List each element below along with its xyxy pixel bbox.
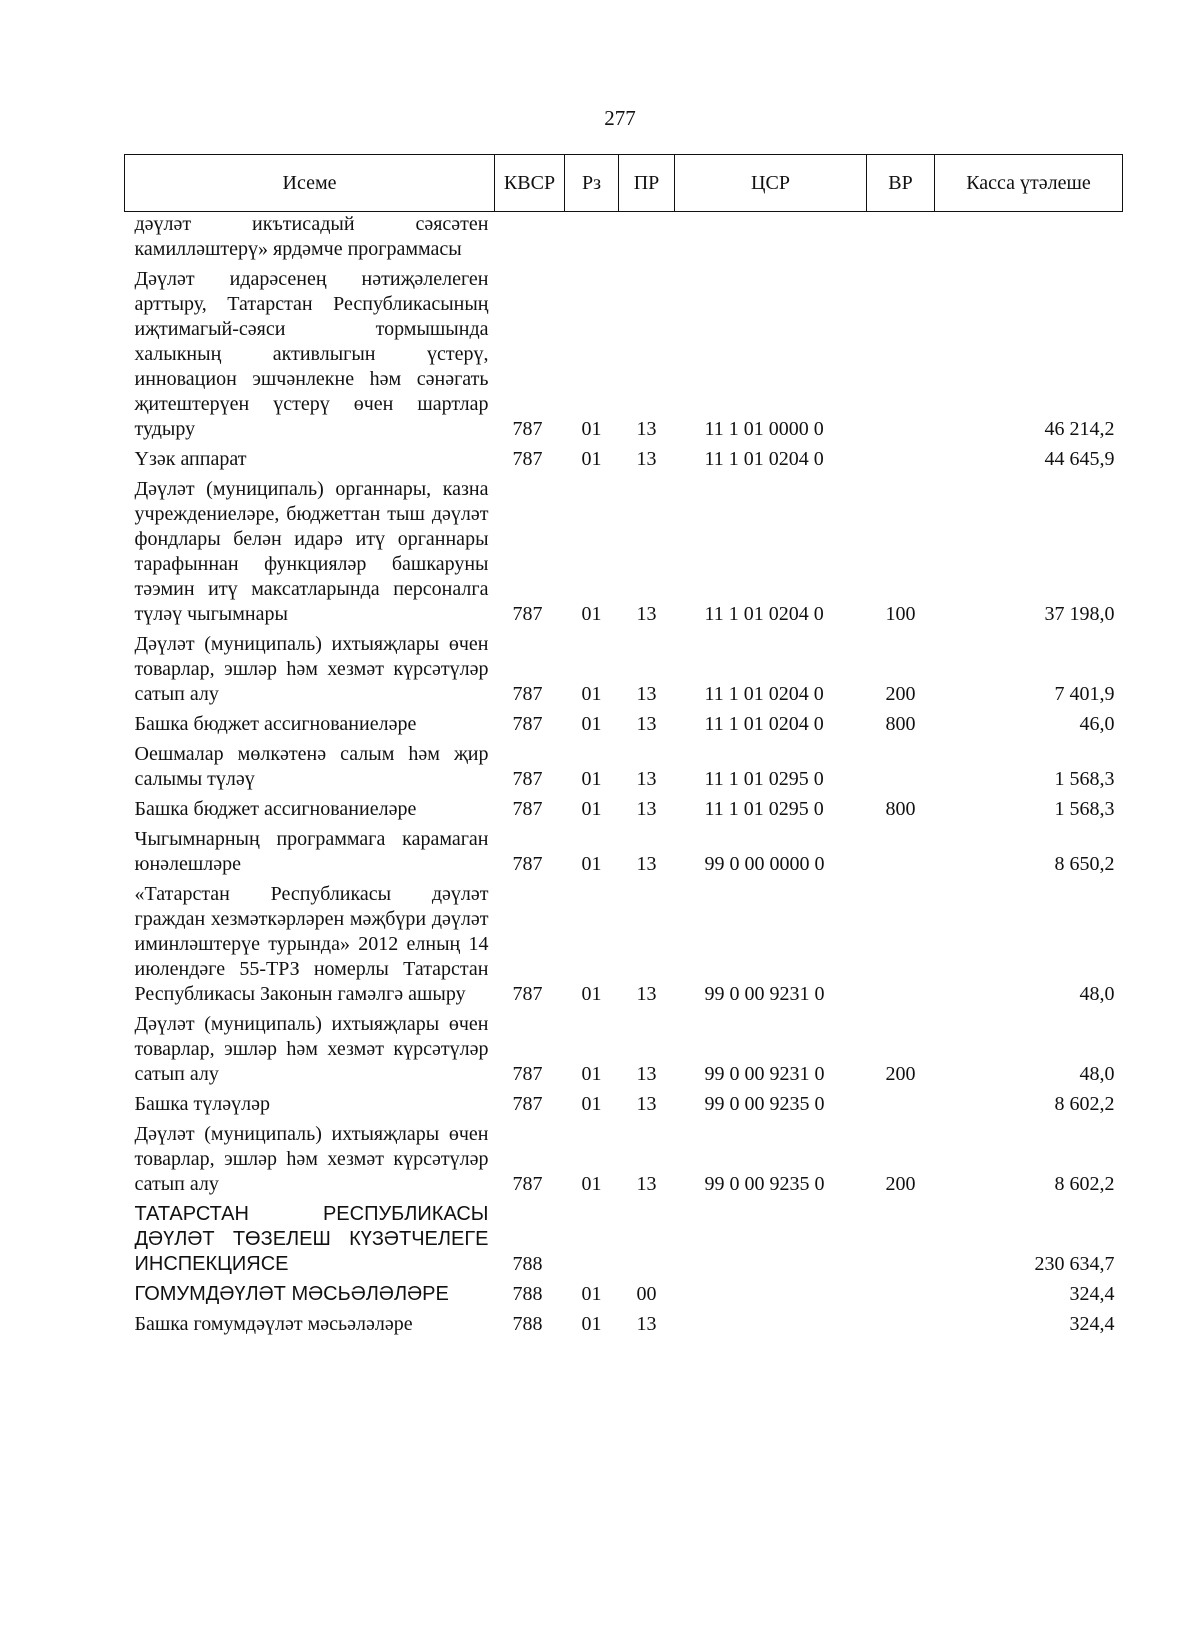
header-name: Исеме — [125, 155, 495, 212]
cell-sum: 46,0 — [1079, 713, 1115, 735]
cell-name: Дәүләт (муниципаль) органнары, казна учреждениеләре, бюджеттан тыш дәүләт фондлары белән идарә итү органнары тарафыннан функцияләр башкаруны тәэмин итү максатларында персоналга түләү чыгымнары — [134, 478, 489, 625]
table-row — [125, 1197, 1123, 1277]
cell-pr: 13 — [636, 1313, 657, 1335]
header-kvsr: КВСР — [495, 155, 565, 212]
cell-sum: 44 645,9 — [1044, 448, 1115, 470]
cell-vr — [867, 442, 935, 472]
cell-csr: 99 0 00 9231 0 — [704, 1063, 825, 1085]
table-row — [125, 1007, 1123, 1087]
cell-vr — [867, 737, 935, 792]
cell-csr — [675, 1197, 867, 1277]
cell-kvsr: 787 — [512, 418, 543, 440]
cell-sum: 48,0 — [1079, 1063, 1115, 1085]
header-csr: ЦСР — [675, 155, 867, 212]
cell-vr — [867, 877, 935, 1007]
cell-kvsr: 787 — [512, 683, 543, 705]
header-pr: ПР — [619, 155, 675, 212]
cell-sum: 8 650,2 — [1054, 853, 1115, 875]
cell-kvsr: 787 — [512, 983, 543, 1005]
cell-pr: 13 — [636, 798, 657, 820]
table-body — [125, 212, 1123, 1338]
cell-kvsr: 787 — [512, 603, 543, 625]
cell-csr: 99 0 00 9235 0 — [704, 1173, 825, 1195]
table-row — [125, 262, 1123, 442]
cell-vr — [867, 1277, 935, 1307]
page-number: 277 — [604, 106, 636, 130]
cell-kvsr: 788 — [512, 1313, 543, 1335]
cell-pr: 13 — [636, 983, 657, 1005]
cell-rz: 01 — [581, 713, 602, 735]
cell-name: Башка түләүләр — [134, 1093, 271, 1115]
cell-csr — [675, 1277, 867, 1307]
cell-name: Дәүләт (муниципаль) ихтыяҗлары өчен товарлар, эшләр һәм хезмәт күрсәтүләр сатып алу — [134, 1123, 489, 1195]
header-sum: Касса үтәлеше — [935, 155, 1123, 212]
cell-kvsr: 787 — [512, 853, 543, 875]
cell-sum: 46 214,2 — [1044, 418, 1115, 440]
cell-rz — [565, 1197, 619, 1277]
table-row — [125, 1277, 1123, 1307]
cell-csr: 11 1 01 0295 0 — [704, 798, 824, 820]
cell-rz: 01 — [581, 448, 602, 470]
cell-vr: 800 — [885, 798, 916, 820]
cell-rz: 01 — [581, 1173, 602, 1195]
cell-name: Дәүләт (муниципаль) ихтыяҗлары өчен товарлар, эшләр һәм хезмәт күрсәтүләр сатып алу — [134, 633, 489, 705]
cell-vr: 100 — [885, 603, 916, 625]
cell-sum: 8 602,2 — [1054, 1173, 1115, 1195]
cell-kvsr: 787 — [512, 1173, 543, 1195]
cell-name: Башка гомумдәүләт мәсьәләләре — [134, 1313, 413, 1335]
cell-sum: 37 198,0 — [1044, 603, 1115, 625]
cell-vr: 200 — [885, 1173, 916, 1195]
cell-pr: 13 — [636, 683, 657, 705]
cell-pr: 13 — [636, 603, 657, 625]
cell-rz: 01 — [581, 418, 602, 440]
cell-sum: 324,4 — [1069, 1313, 1115, 1335]
cell-pr: 13 — [636, 1093, 657, 1115]
budget-table — [124, 154, 1123, 1337]
cell-name: Үзәк аппарат — [134, 448, 247, 470]
cell-rz: 01 — [581, 1063, 602, 1085]
header-rz: Рз — [565, 155, 619, 212]
cell-pr: 13 — [636, 448, 657, 470]
cell-name: Дәүләт (муниципаль) ихтыяҗлары өчен товарлар, эшләр һәм хезмәт күрсәтүләр сатып алу — [134, 1013, 489, 1085]
table-row — [125, 1117, 1123, 1197]
table-row — [125, 627, 1123, 707]
cell-rz: 01 — [581, 1283, 602, 1305]
cell-csr — [675, 1307, 867, 1337]
cell-sum: 230 634,7 — [1034, 1253, 1115, 1275]
cell-sum: 8 602,2 — [1054, 1093, 1115, 1115]
table-row — [125, 737, 1123, 792]
cell-vr — [867, 1087, 935, 1117]
cell-kvsr: 787 — [512, 448, 543, 470]
cell-sum: 1 568,3 — [1054, 768, 1115, 790]
cell-kvsr — [495, 212, 565, 263]
cell-sum: 7 401,9 — [1054, 683, 1115, 705]
table-row — [125, 822, 1123, 877]
cell-rz: 01 — [581, 983, 602, 1005]
cell-vr — [867, 1307, 935, 1337]
cell-csr: 11 1 01 0204 0 — [704, 603, 824, 625]
cell-kvsr: 787 — [512, 798, 543, 820]
table-row — [125, 212, 1123, 263]
cell-csr: 99 0 00 0000 0 — [704, 853, 825, 875]
cell-pr: 13 — [636, 1173, 657, 1195]
cell-pr: 13 — [636, 1063, 657, 1085]
cell-pr: 13 — [636, 768, 657, 790]
cell-rz: 01 — [581, 798, 602, 820]
cell-csr: 11 1 01 0295 0 — [704, 768, 824, 790]
cell-vr — [867, 212, 935, 263]
cell-name: ГОМУМДӘҮЛӘТ МӘСЬӘЛӘЛӘРЕ — [134, 1283, 449, 1305]
cell-csr: 11 1 01 0204 0 — [704, 448, 824, 470]
table-row — [125, 442, 1123, 472]
cell-rz: 01 — [581, 603, 602, 625]
header-vr: ВР — [867, 155, 935, 212]
cell-name: дәүләт икътисадый сәясәтен камилләштерү» ярдәмче программасы — [134, 213, 489, 260]
cell-rz: 01 — [581, 768, 602, 790]
cell-name: Башка бюджет ассигнованиеләре — [134, 713, 417, 735]
cell-pr — [619, 1197, 675, 1277]
cell-csr: 99 0 00 9235 0 — [704, 1093, 825, 1115]
cell-rz: 01 — [581, 853, 602, 875]
cell-csr: 11 1 01 0000 0 — [704, 418, 824, 440]
cell-kvsr: 787 — [512, 713, 543, 735]
cell-rz: 01 — [581, 1093, 602, 1115]
cell-name: «Татарстан Республикасы дәүләт граждан хезмәткәрләрен мәҗбүри дәүләт иминләштерүе турында» 2012 елның 14 июлендәге 55-ТРЗ номерлы Татарстан Республикасы Законын гамәлгә ашыру — [134, 883, 489, 1005]
cell-pr: 13 — [636, 853, 657, 875]
cell-rz — [565, 212, 619, 263]
table-row — [125, 1307, 1123, 1337]
cell-vr: 200 — [885, 1063, 916, 1085]
cell-kvsr: 787 — [512, 768, 543, 790]
cell-sum — [935, 212, 1123, 263]
cell-vr: 800 — [885, 713, 916, 735]
cell-name: ТАТАРСТАН РЕСПУБЛИКАСЫ ДӘҮЛӘТ ТӨЗЕЛЕШ КҮЗӘТЧЕЛЕГЕ ИНСПЕКЦИЯСЕ — [134, 1203, 489, 1275]
table-row — [125, 1087, 1123, 1117]
cell-pr: 13 — [636, 713, 657, 735]
cell-vr — [867, 262, 935, 442]
cell-name: Оешмалар мөлкәтенә салым һәм җир салымы түләү — [134, 743, 489, 790]
table-row — [125, 877, 1123, 1007]
cell-pr: 13 — [636, 418, 657, 440]
cell-pr — [619, 212, 675, 263]
cell-csr: 11 1 01 0204 0 — [704, 683, 824, 705]
cell-name: Чыгымнарның программага карамаган юнәлешләре — [134, 828, 489, 875]
cell-name: Башка бюджет ассигнованиеләре — [134, 798, 417, 820]
cell-vr: 200 — [885, 683, 916, 705]
cell-kvsr: 788 — [512, 1283, 543, 1305]
cell-rz: 01 — [581, 683, 602, 705]
cell-pr: 00 — [636, 1283, 657, 1305]
table-row — [125, 792, 1123, 822]
cell-csr — [675, 212, 867, 263]
cell-kvsr: 787 — [512, 1093, 543, 1115]
cell-name: Дәүләт идарәсенең нәтиҗәлелеген арттыру, Татарстан Республикасының иҗтимагый-сәяси тормышында халыкның активлыгын үстерү, инновацион эшчәнлекне һәм сәнәгать җитештерүен үстерү өчен шартлар тудыру — [134, 268, 489, 440]
cell-sum: 324,4 — [1069, 1283, 1115, 1305]
cell-sum: 1 568,3 — [1054, 798, 1115, 820]
table-header — [125, 155, 1123, 212]
cell-csr: 11 1 01 0204 0 — [704, 713, 824, 735]
cell-sum: 48,0 — [1079, 983, 1115, 1005]
table-row — [125, 472, 1123, 627]
cell-vr — [867, 1197, 935, 1277]
cell-rz: 01 — [581, 1313, 602, 1335]
cell-kvsr: 787 — [512, 1063, 543, 1085]
cell-csr: 99 0 00 9231 0 — [704, 983, 825, 1005]
table-row — [125, 707, 1123, 737]
cell-kvsr: 788 — [512, 1253, 543, 1275]
cell-vr — [867, 822, 935, 877]
